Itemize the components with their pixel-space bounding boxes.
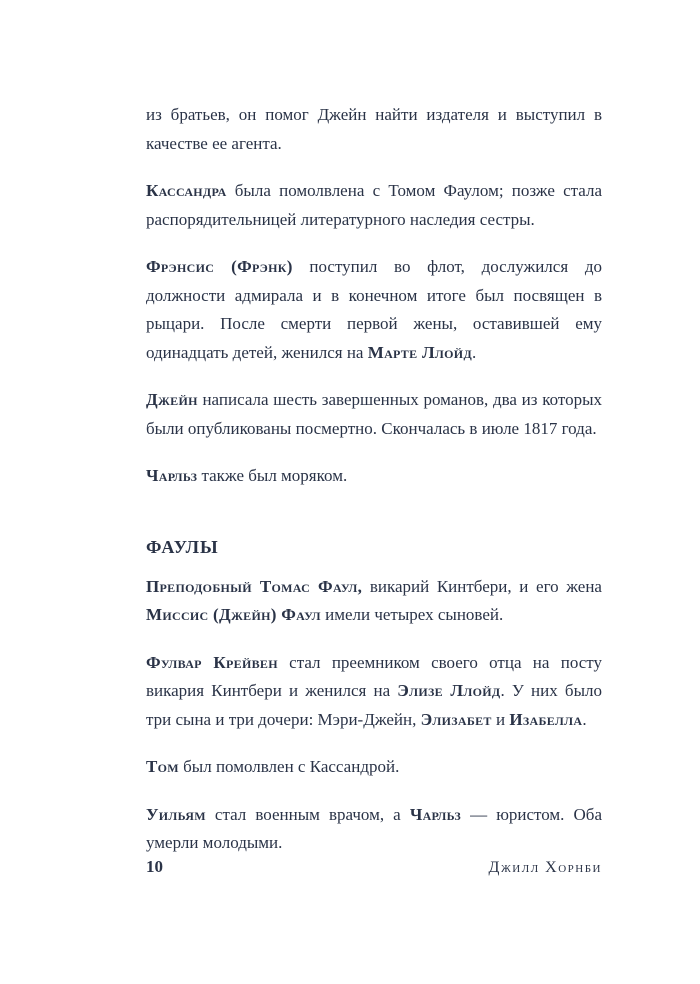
person-name: Марте Ллойд bbox=[367, 342, 472, 362]
paragraph: Кассандра была помолвлена с Томом Фаулом; позже стала распорядительницей литературного наследия сестры. bbox=[146, 181, 602, 229]
person-name: Элизе Ллойд bbox=[397, 681, 501, 700]
person-name: Фулвар Крейвен bbox=[146, 652, 278, 672]
paragraph: из братьев, он помог Джейн найти издателя и выступил в качестве ее агента. bbox=[146, 105, 602, 153]
person-name: Фрэнсис (Фрэнк) bbox=[146, 257, 293, 276]
person-name: Элизабет bbox=[420, 709, 492, 729]
person-name: Уильям bbox=[146, 804, 206, 824]
person-name: Преподобный Томас Фаул, bbox=[146, 576, 363, 596]
running-head-author: Джилл Хорнби bbox=[488, 859, 602, 876]
page-footer bbox=[146, 857, 602, 877]
section-heading: ФАУЛЫ bbox=[146, 536, 219, 557]
text-block bbox=[146, 101, 602, 858]
person-name: Кассандра bbox=[146, 181, 227, 200]
person-name: Чарльз bbox=[146, 466, 198, 485]
paragraph: Фрэнсис (Фрэнк) поступил во флот, дослужился до должности адмирала и в конечном итоге был посвящен в рыцари. После смерти первой жены, оставившей ему одинадцать детей, женился на Марте Ллойд. bbox=[146, 257, 602, 362]
person-name: Изабелла bbox=[509, 709, 583, 729]
paragraph: Уильям стал военным врачом, а Чарльз — юристом. Оба умерли молодыми. bbox=[146, 804, 602, 852]
paragraph: Том был помолвлен с Кассандрой. bbox=[146, 757, 400, 776]
person-name: Миссис (Джейн) Фаул bbox=[146, 605, 321, 624]
paragraph: Фулвар Крейвен стал преемником своего отца на посту викария Кинтбери и женился на Элизе Ллойд. У них было три сына и три дочери: Мэри-Джейн, Элизабет и Изабелла. bbox=[146, 652, 602, 729]
person-name: Чарльз bbox=[409, 804, 462, 824]
paragraph: Чарльз также был моряком. bbox=[146, 466, 348, 485]
page-number: 10 bbox=[146, 857, 163, 876]
person-name: Джейн bbox=[146, 390, 198, 409]
paragraph: Преподобный Томас Фаул, викарий Кинтбери, и его жена Миссис (Джейн) Фаул имели четырех сыновей. bbox=[146, 576, 602, 624]
paragraph: Джейн написала шесть завершенных романов, два из которых были опубликованы посмертно. Скончалась в июле 1817 года. bbox=[146, 390, 602, 438]
person-name: Том bbox=[146, 757, 179, 776]
